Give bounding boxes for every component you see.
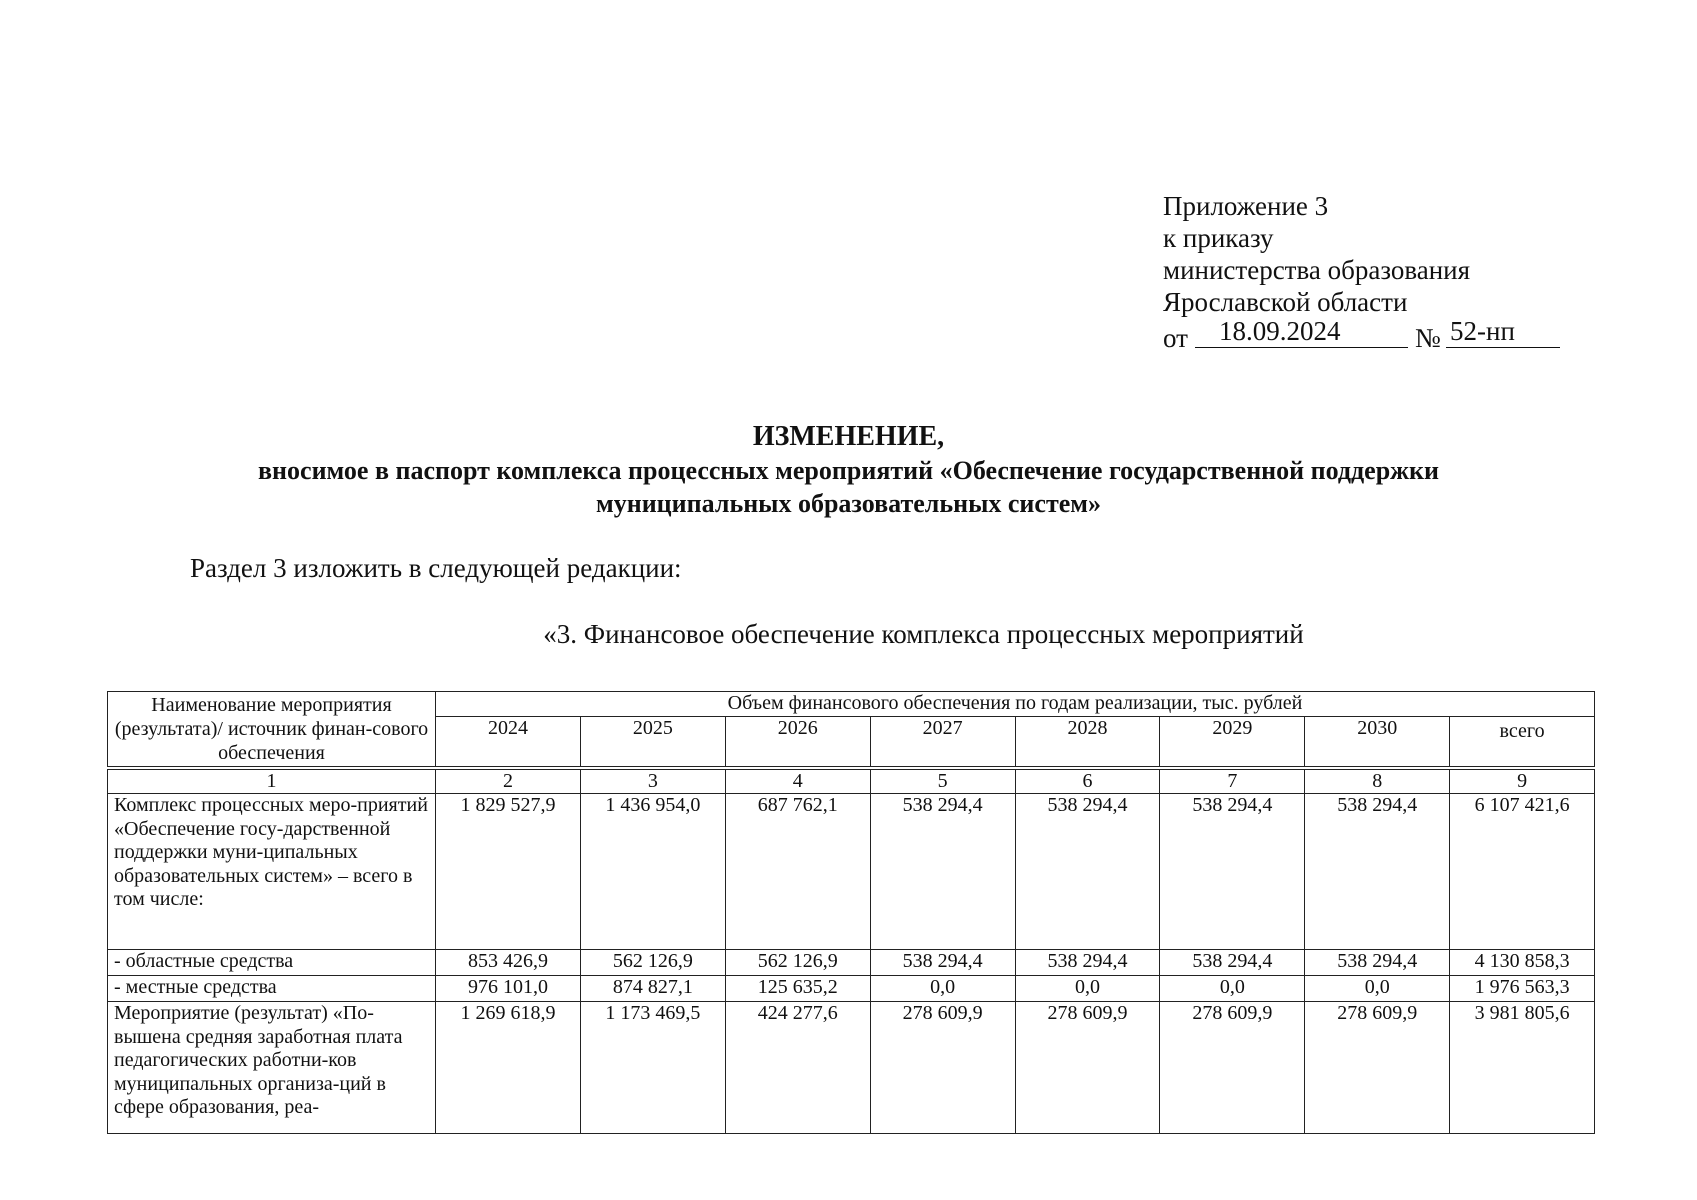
- year-header: 2027: [870, 716, 1015, 766]
- appendix-line-4: Ярославской области: [1163, 287, 1408, 317]
- cell-value: 1 976 563,3: [1450, 976, 1595, 1002]
- cell-value: 538 294,4: [1305, 794, 1450, 950]
- cell-value: 976 101,0: [436, 976, 581, 1002]
- cell-value: 278 609,9: [1160, 1002, 1305, 1134]
- total-header: всего: [1450, 716, 1595, 766]
- appendix-line-1: Приложение 3: [1163, 191, 1329, 221]
- name-column-header: Наименование мероприятия (результата)/ источник финан-сового обеспечения: [108, 692, 436, 767]
- cell-value: 538 294,4: [870, 794, 1015, 950]
- cell-value: 0,0: [1305, 976, 1450, 1002]
- row-name: Мероприятие (результат) «По-вышена средняя заработная плата педагогических работни-ков муниципальных организа-ций в сфере образования, реа-: [108, 1002, 436, 1134]
- cell-value: 874 827,1: [580, 976, 725, 1002]
- table-row: [108, 976, 1595, 1002]
- financing-table: [107, 691, 1595, 1134]
- appendix-line-3: министерства образования: [1163, 255, 1471, 285]
- year-header: 2028: [1015, 716, 1160, 766]
- column-index: 3: [580, 769, 725, 794]
- table-row: [108, 1002, 1595, 1134]
- cell-value: 853 426,9: [436, 950, 581, 976]
- column-index: 8: [1305, 769, 1450, 794]
- cell-value: 538 294,4: [870, 950, 1015, 976]
- cell-value: 562 126,9: [580, 950, 725, 976]
- table-row: [108, 794, 1595, 950]
- cell-value: 538 294,4: [1015, 794, 1160, 950]
- row-name: Комплекс процессных меро-приятий «Обеспечение госу-дарственной поддержки муни-ципальных образовательных систем» – всего в том числе:: [108, 794, 436, 950]
- column-index: 6: [1015, 769, 1160, 794]
- cell-value: 562 126,9: [725, 950, 870, 976]
- row-name: - областные средства: [108, 950, 436, 976]
- section-title: [0, 618, 1697, 650]
- cell-value: 1 269 618,9: [436, 1002, 581, 1134]
- column-index: 5: [870, 769, 1015, 794]
- cell-value: 424 277,6: [725, 1002, 870, 1134]
- cell-value: 1 829 527,9: [436, 794, 581, 950]
- appendix-line-2: к приказу: [1163, 223, 1274, 253]
- column-index: 4: [725, 769, 870, 794]
- column-index: 1: [108, 769, 436, 794]
- cell-value: 1 173 469,5: [580, 1002, 725, 1134]
- year-header: 2024: [436, 716, 581, 766]
- row-name: - местные средства: [108, 976, 436, 1002]
- column-index: 2: [436, 769, 581, 794]
- table-row: [108, 950, 1595, 976]
- order-date-number: [1163, 318, 1583, 358]
- cell-value: 4 130 858,3: [1450, 950, 1595, 976]
- intro-paragraph: Раздел 3 изложить в следующей редакции:: [190, 553, 682, 583]
- cell-value: 538 294,4: [1015, 950, 1160, 976]
- year-header: 2029: [1160, 716, 1305, 766]
- cell-value: 278 609,9: [1015, 1002, 1160, 1134]
- year-header: 2026: [725, 716, 870, 766]
- cell-value: 125 635,2: [725, 976, 870, 1002]
- title-line-2: вносимое в паспорт комплекса процессных мероприятий «Обеспечение государственной поддержки: [258, 456, 1439, 485]
- year-header: 2030: [1305, 716, 1450, 766]
- cell-value: 278 609,9: [1305, 1002, 1450, 1134]
- document-title: [0, 420, 1697, 520]
- title-line-3: муниципальных образовательных систем»: [596, 489, 1101, 518]
- section-title-text: «3. Финансовое обеспечение комплекса процессных мероприятий: [543, 619, 1304, 649]
- volume-group-header: Объем финансового обеспечения по годам реализации, тыс. рублей: [436, 692, 1595, 717]
- cell-value: 538 294,4: [1305, 950, 1450, 976]
- date-label: от: [1163, 323, 1188, 353]
- appendix-block: [1163, 190, 1583, 358]
- cell-value: 1 436 954,0: [580, 794, 725, 950]
- cell-value: 0,0: [1160, 976, 1305, 1002]
- column-index-row: [108, 769, 1595, 794]
- year-header: 2025: [580, 716, 725, 766]
- cell-value: 538 294,4: [1160, 950, 1305, 976]
- number-value: 52-нп: [1446, 318, 1560, 348]
- cell-value: 687 762,1: [725, 794, 870, 950]
- column-index: 7: [1160, 769, 1305, 794]
- cell-value: 6 107 421,6: [1450, 794, 1595, 950]
- cell-value: 538 294,4: [1160, 794, 1305, 950]
- cell-value: 278 609,9: [870, 1002, 1015, 1134]
- cell-value: 3 981 805,6: [1450, 1002, 1595, 1134]
- number-label: №: [1415, 323, 1441, 353]
- column-index: 9: [1450, 769, 1595, 794]
- cell-value: 0,0: [1015, 976, 1160, 1002]
- cell-value: 0,0: [870, 976, 1015, 1002]
- title-line-1: ИЗМЕНЕНИЕ,: [752, 421, 945, 452]
- date-value: 18.09.2024: [1195, 318, 1408, 348]
